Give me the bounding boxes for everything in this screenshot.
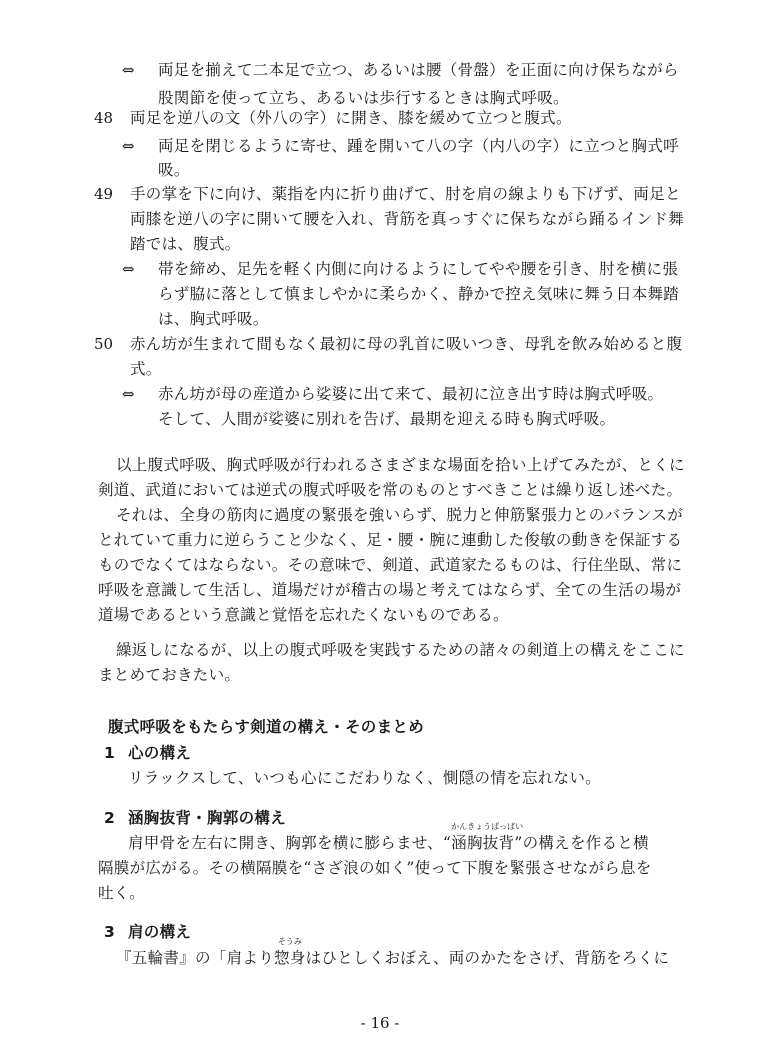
item-line: 手の掌を下に向け、薬指を内に折り曲げて、肘を肩の線よりも下げず、両足と bbox=[130, 185, 681, 203]
page-number: - 16 - bbox=[360, 1014, 400, 1032]
section-line: 吐く。 bbox=[98, 884, 146, 902]
text-segment: 『五輪書』の「肩より bbox=[116, 949, 275, 967]
contrast-arrow: ⇔ bbox=[122, 61, 135, 79]
contrast-line: 帯を締め、足先を軽く内側に向けるようにしてやや腰を引き、肘を横に張 bbox=[158, 260, 679, 278]
summary-title: 腹式呼吸をもたらす剣道の構え・そのまとめ bbox=[108, 718, 425, 736]
section-title: 肩の構え bbox=[128, 923, 192, 941]
contrast-line: 両足を閉じるように寄せ、踵を開いて八の字（内八の字）に立つと胸式呼 bbox=[158, 137, 679, 155]
paragraph-line: とれていて重力に逆らうこと少なく、足・腰・腕に連動した俊敏の動きを保証する bbox=[98, 531, 683, 549]
contrast-arrow: ⇔ bbox=[122, 385, 135, 403]
text-segment: ”の構えを作ると横 bbox=[514, 834, 649, 852]
section-number: 1 bbox=[104, 744, 116, 762]
contrast-line: 股関節を使って立ち、あるいは歩行するときは胸式呼吸。 bbox=[158, 89, 569, 107]
paragraph-line: ものでなくてはならない。その意味で、剣道、武道家たるものは、行住坐臥、常に bbox=[98, 556, 683, 574]
item-number: 48 bbox=[94, 109, 114, 127]
item-line: 赤ん坊が生まれて間もなく最初に母の乳首に吸いつき、母乳を飲み始めると腹 bbox=[130, 335, 683, 353]
ruby-base: 涵胸抜背 bbox=[451, 834, 515, 852]
section-title: 涵胸抜背・胸郭の構え bbox=[128, 809, 287, 827]
paragraph-line: 繰返しになるが、以上の腹式呼吸を実践するための諸々の剣道上の構えをここに bbox=[116, 641, 685, 659]
paragraph-line: それは、全身の筋肉に過度の緊張を強いらず、脱力と伸筋緊張力とのバランスが bbox=[116, 506, 684, 524]
section-line: リラックスして、いつも心にこだわりなく、惻隠の情を忘れない。 bbox=[128, 769, 601, 787]
item-line: 式。 bbox=[130, 360, 162, 378]
contrast-arrow: ⇔ bbox=[122, 137, 135, 155]
section-line bbox=[116, 937, 670, 968]
item-line: 両膝を逆八の字に開いて腰を入れ、背筋を真っすぐに保ちながら踊るインド舞 bbox=[130, 210, 684, 228]
item-line: 踏では、腹式。 bbox=[130, 235, 241, 253]
contrast-arrow: ⇔ bbox=[122, 260, 135, 278]
text-segment: はひとしくおぼえ、両のかたをさげ、背筋をろくに bbox=[305, 949, 670, 967]
contrast-line: 吸。 bbox=[158, 161, 190, 179]
ruby-term bbox=[274, 937, 306, 968]
contrast-line: 赤ん坊が母の産道から娑婆に出て来て、最初に泣き出す時は胸式呼吸。 bbox=[158, 385, 664, 403]
paragraph-line: まとめておきたい。 bbox=[98, 666, 241, 684]
ruby-base: 惣身 bbox=[274, 949, 306, 967]
section-number: 2 bbox=[104, 809, 116, 827]
section-line: 隔膜が広がる。その横隔膜を“さざ浪の如く”使って下腹を緊張させながら息を bbox=[98, 859, 652, 877]
ruby-reading: かんきょうばっぱい bbox=[451, 822, 524, 831]
ruby-reading: そうみ bbox=[277, 937, 302, 946]
section-number: 3 bbox=[104, 923, 116, 941]
item-line: 両足を逆八の文（外八の字）に開き、膝を緩めて立つと腹式。 bbox=[130, 109, 572, 127]
paragraph-line: 呼吸を意識して生活し、道場だけが稽古の場と考えてはならず、全ての生活の場が bbox=[98, 581, 682, 599]
contrast-line: らず脇に落として慎ましやかに柔らかく、静かで控え気味に舞う日本舞踏 bbox=[158, 285, 680, 303]
section-title: 心の構え bbox=[128, 744, 192, 762]
paragraph-line: 剣道、武道においては逆式の腹式呼吸を常のものとすべきことは繰り返し述べた。 bbox=[98, 481, 683, 499]
contrast-line: そして、人間が娑婆に別れを告げ、最期を迎える時も胸式呼吸。 bbox=[158, 410, 616, 428]
contrast-line: 両足を揃えて二本足で立つ、あるいは腰（骨盤）を正面に向け保ちながら bbox=[158, 61, 679, 79]
ruby-term bbox=[451, 822, 524, 853]
contrast-line: は、胸式呼吸。 bbox=[158, 310, 269, 328]
item-number: 49 bbox=[94, 185, 114, 203]
text-segment: 肩甲骨を左右に開き、胸郭を横に膨らませ、“ bbox=[128, 834, 452, 852]
paragraph-line: 道場であるという意識と覚悟を忘れたくないものである。 bbox=[98, 606, 509, 624]
section-line bbox=[128, 822, 649, 853]
paragraph-line: 以上腹式呼吸、胸式呼吸が行われるさまざまな場面を拾い上げてみたが、とくに bbox=[116, 456, 685, 474]
item-number: 50 bbox=[94, 335, 114, 353]
